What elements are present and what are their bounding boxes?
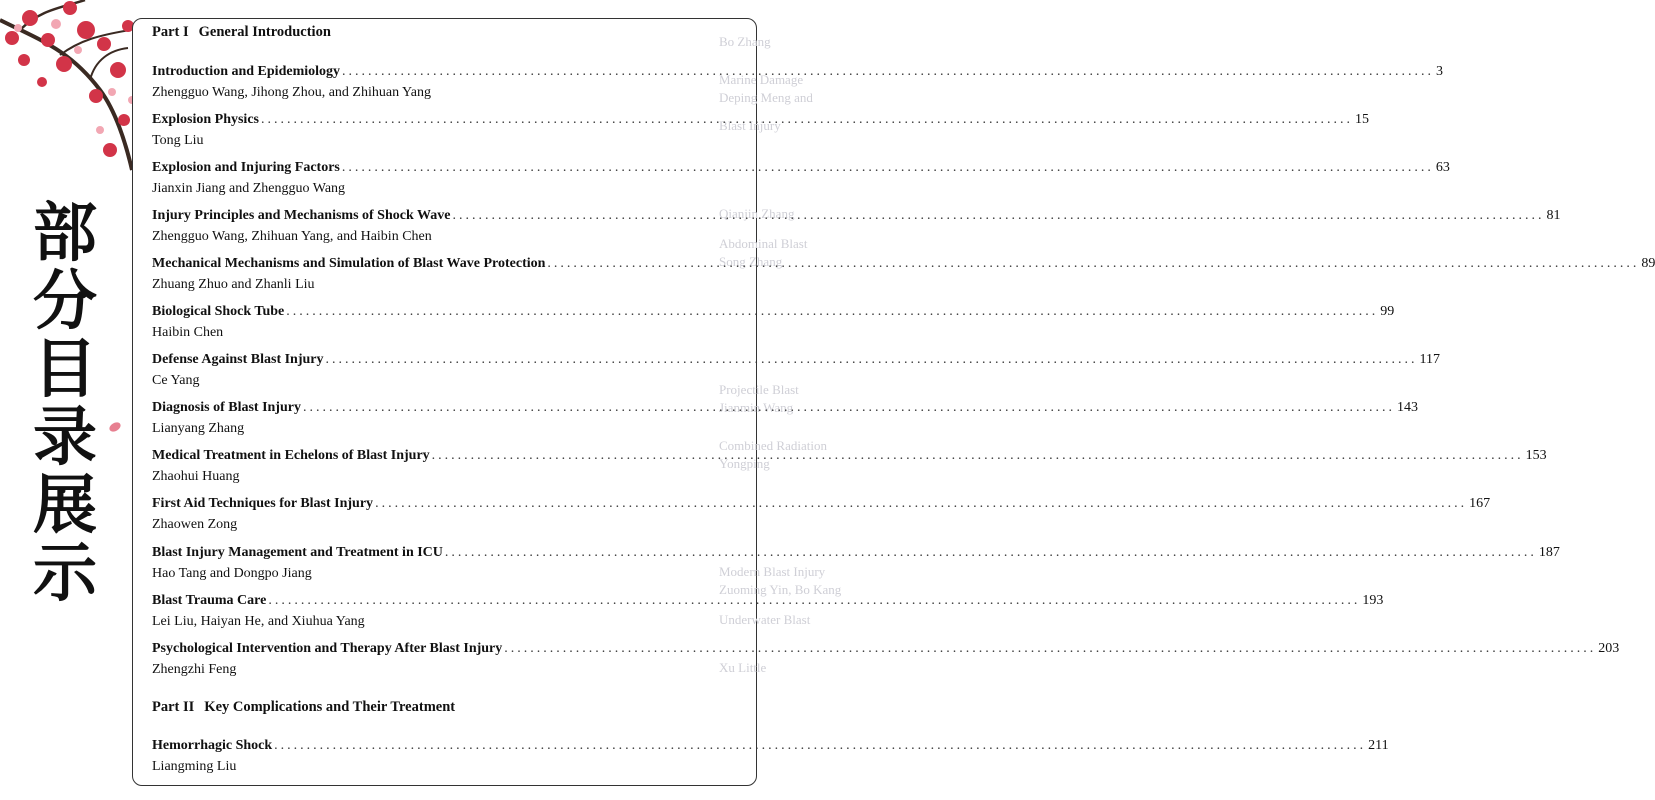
entry-authors: Ce Yang [152,373,200,388]
toc-page [132,18,1655,786]
side-title-char: 示 [33,537,97,611]
ghost-line: Jianmin Wang [719,400,794,415]
leader-dots [504,641,1596,657]
entry-page: 3 [1436,64,1444,79]
entry-title: First Aid Techniques for Blast Injury [152,496,374,511]
entry-authors: Zhuang Zhuo and Zhanli Liu [152,277,315,292]
part-label: Part II [152,699,195,715]
ghost-line: Qianjin Zhang [719,206,795,221]
entry-page: 81 [1546,208,1561,223]
leader-dots [342,64,1434,80]
toc-entry[interactable] [152,496,1491,533]
toc-entry[interactable] [152,352,1440,389]
side-title-char: 目 [33,333,97,407]
leader-dots [274,738,1366,754]
entry-page: 63 [1435,160,1450,175]
plum-blossom-decoration [0,0,140,180]
ghost-line: Yongping [719,456,770,471]
entry-title: Defense Against Blast Injury [152,352,324,367]
ghost-line: Deping Meng and [719,90,813,105]
entry-authors: Liangming Liu [152,759,237,774]
side-title-char: 分 [33,265,97,339]
side-title [30,197,100,611]
leader-dots [547,256,1639,272]
leader-dots [303,400,1395,416]
entry-title: Blast Injury Management and Treatment in ICU [152,545,443,560]
part-label: Part I [152,24,189,40]
leader-dots [432,448,1524,464]
ghost-line: Combined Radiation [719,438,827,453]
ghost-line: Marine Damage [719,72,804,87]
leader-dots [261,112,1353,128]
side-title-char: 录 [33,401,97,475]
entry-title: Injury Principles and Mechanisms of Shock Wave [152,208,451,223]
entry-authors: Zhaowen Zong [152,517,238,532]
entry-authors: Zhengguo Wang, Zhihuan Yang, and Haibin Chen [152,229,432,244]
ghost-line: Modern Blast Injury [719,564,826,579]
entry-page: 167 [1469,496,1491,511]
leader-dots [445,545,1537,561]
entry-title: Introduction and Epidemiology [152,64,341,79]
leader-dots [342,160,1434,176]
leader-dots [375,496,1467,512]
entry-title: Blast Trauma Care [152,593,267,608]
entry-title: Psychological Intervention and Therapy After Blast Injury [152,641,503,656]
ghost-line: Blast Injury [719,118,781,133]
leader-dots [268,593,1360,609]
part-title: Key Complications and Their Treatment [204,699,456,715]
ghost-line: Projectile Blast [719,382,799,397]
entry-authors: Lianyang Zhang [152,421,245,436]
entry-authors: Tong Liu [152,133,204,148]
toc-entry[interactable] [152,738,1389,775]
entry-page: 99 [1380,304,1395,319]
ghost-line: Xu Little [719,660,767,675]
entry-title: Hemorrhagic Shock [152,738,273,753]
part-title: General Introduction [198,24,331,40]
entry-authors: Hao Tang and Dongpo Jiang [152,566,312,581]
entry-authors: Zhengzhi Feng [152,662,237,677]
side-title-char: 部 [33,197,97,271]
falling-petal-decoration [108,420,122,434]
part-heading [152,699,455,716]
entry-title: Diagnosis of Blast Injury [152,400,301,415]
side-title-char: 展 [33,469,97,543]
entry-page: 187 [1538,545,1560,560]
entry-title: Explosion Physics [152,112,259,127]
entry-authors: Jianxin Jiang and Zhengguo Wang [152,181,346,196]
entry-page: 153 [1525,448,1547,463]
entry-page: 193 [1362,593,1384,608]
toc-entry[interactable] [152,160,1450,197]
entry-authors: Zhengguo Wang, Jihong Zhou, and Zhihuan Yang [152,85,431,100]
entry-title: Mechanical Mechanisms and Simulation of Blast Wave Protection [152,256,546,271]
entry-authors: Lei Liu, Haiyan He, and Xiuhua Yang [152,614,365,629]
entry-title: Medical Treatment in Echelons of Blast Injury [152,448,430,463]
ghost-line: Song Zhang [719,254,783,269]
part-heading [152,24,331,41]
entry-page: 15 [1354,112,1369,127]
entry-page: 89 [1641,256,1655,271]
leader-dots [452,208,1544,224]
entry-page: 211 [1368,738,1389,753]
entry-page: 117 [1419,352,1440,367]
entry-title: Biological Shock Tube [152,304,285,319]
leader-dots [326,352,1418,368]
ghost-line: Abdominal Blast [719,236,808,251]
toc-entry[interactable] [152,304,1395,341]
leader-dots [286,304,1378,320]
entry-authors: Haibin Chen [152,325,224,340]
entry-page: 203 [1598,641,1620,656]
entry-title: Explosion and Injuring Factors [152,160,340,175]
ghost-line: Underwater Blast [719,612,811,627]
entry-authors: Zhaohui Huang [152,469,240,484]
ghost-line: Bo Zhang [719,34,771,49]
entry-page: 143 [1396,400,1418,415]
ghost-line: Zuoming Yin, Bo Kang [719,582,842,597]
